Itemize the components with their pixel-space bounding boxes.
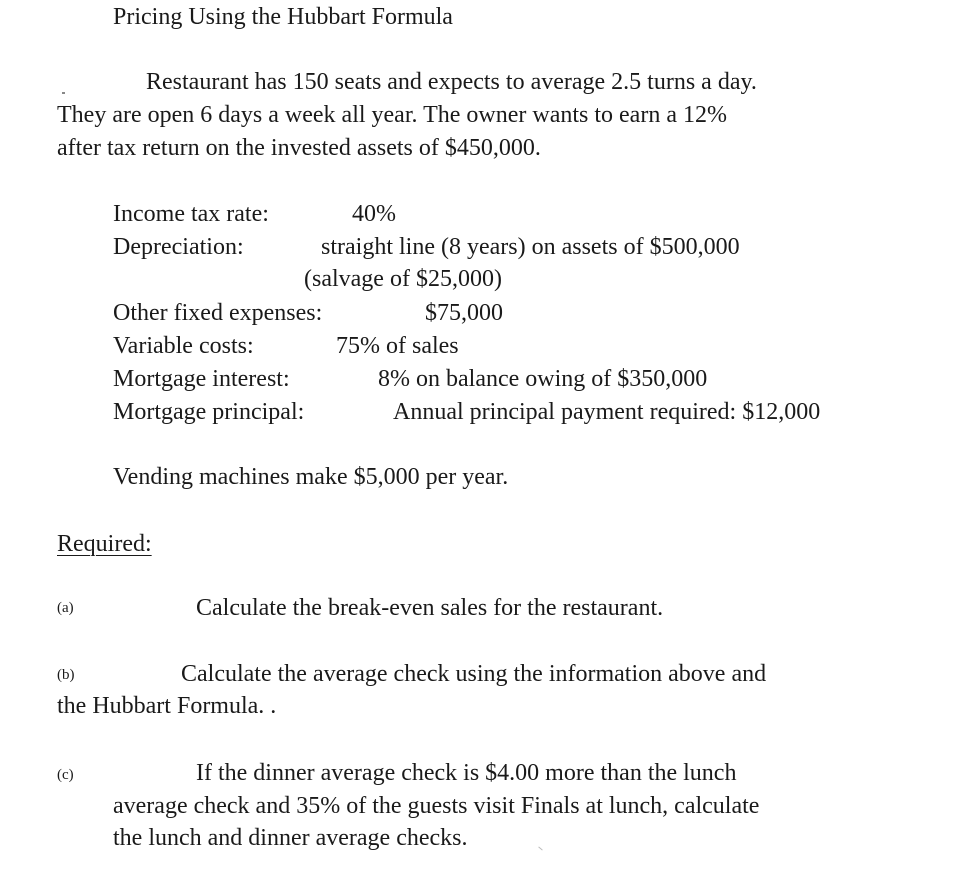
item-a-text: Calculate the break-even sales for the restaurant. — [196, 595, 664, 621]
depreciation-salvage: (salvage of $25,000) — [304, 266, 502, 292]
other-fixed-value: $75,000 — [425, 300, 503, 326]
income-tax-label: Income tax rate: — [113, 201, 269, 227]
mortgage-interest-label: Mortgage interest: — [113, 366, 290, 392]
intro-line-3: after tax return on the invested assets of $450,000. — [57, 135, 541, 161]
depreciation-value: straight line (8 years) on assets of $500,000 — [321, 234, 740, 260]
variable-costs-value: 75% of sales — [336, 333, 459, 359]
item-b-marker: (b) — [57, 667, 75, 683]
stray-mark — [62, 92, 65, 94]
item-b-text: Calculate the average check using the information above and — [181, 661, 767, 687]
document-title: Pricing Using the Hubbart Formula — [113, 4, 453, 30]
item-b-text-2: the Hubbart Formula. . — [57, 693, 277, 719]
vending-note: Vending machines make $5,000 per year. — [113, 464, 509, 490]
income-tax-value: 40% — [352, 201, 396, 227]
mortgage-principal-label: Mortgage principal: — [113, 399, 305, 425]
mortgage-principal-value: Annual principal payment required: $12,000 — [393, 399, 821, 425]
intro-line-1: Restaurant has 150 seats and expects to average 2.5 turns a day. — [146, 69, 757, 95]
intro-line-2: They are open 6 days a week all year. The owner wants to earn a 12% — [57, 102, 727, 128]
item-a-marker: (a) — [57, 600, 74, 616]
mortgage-interest-value: 8% on balance owing of $350,000 — [378, 366, 708, 392]
stray-mark-end — [538, 847, 542, 851]
item-c-text-3: the lunch and dinner average checks. — [113, 825, 468, 851]
variable-costs-label: Variable costs: — [113, 333, 254, 359]
depreciation-label: Depreciation: — [113, 234, 244, 260]
required-heading: Required: — [57, 531, 152, 557]
item-c-text: If the dinner average check is $4.00 more than the lunch — [196, 760, 737, 786]
item-c-text-2: average check and 35% of the guests visit Finals at lunch, calculate — [113, 793, 760, 819]
item-c-marker: (c) — [57, 767, 74, 783]
other-fixed-label: Other fixed expenses: — [113, 300, 323, 326]
